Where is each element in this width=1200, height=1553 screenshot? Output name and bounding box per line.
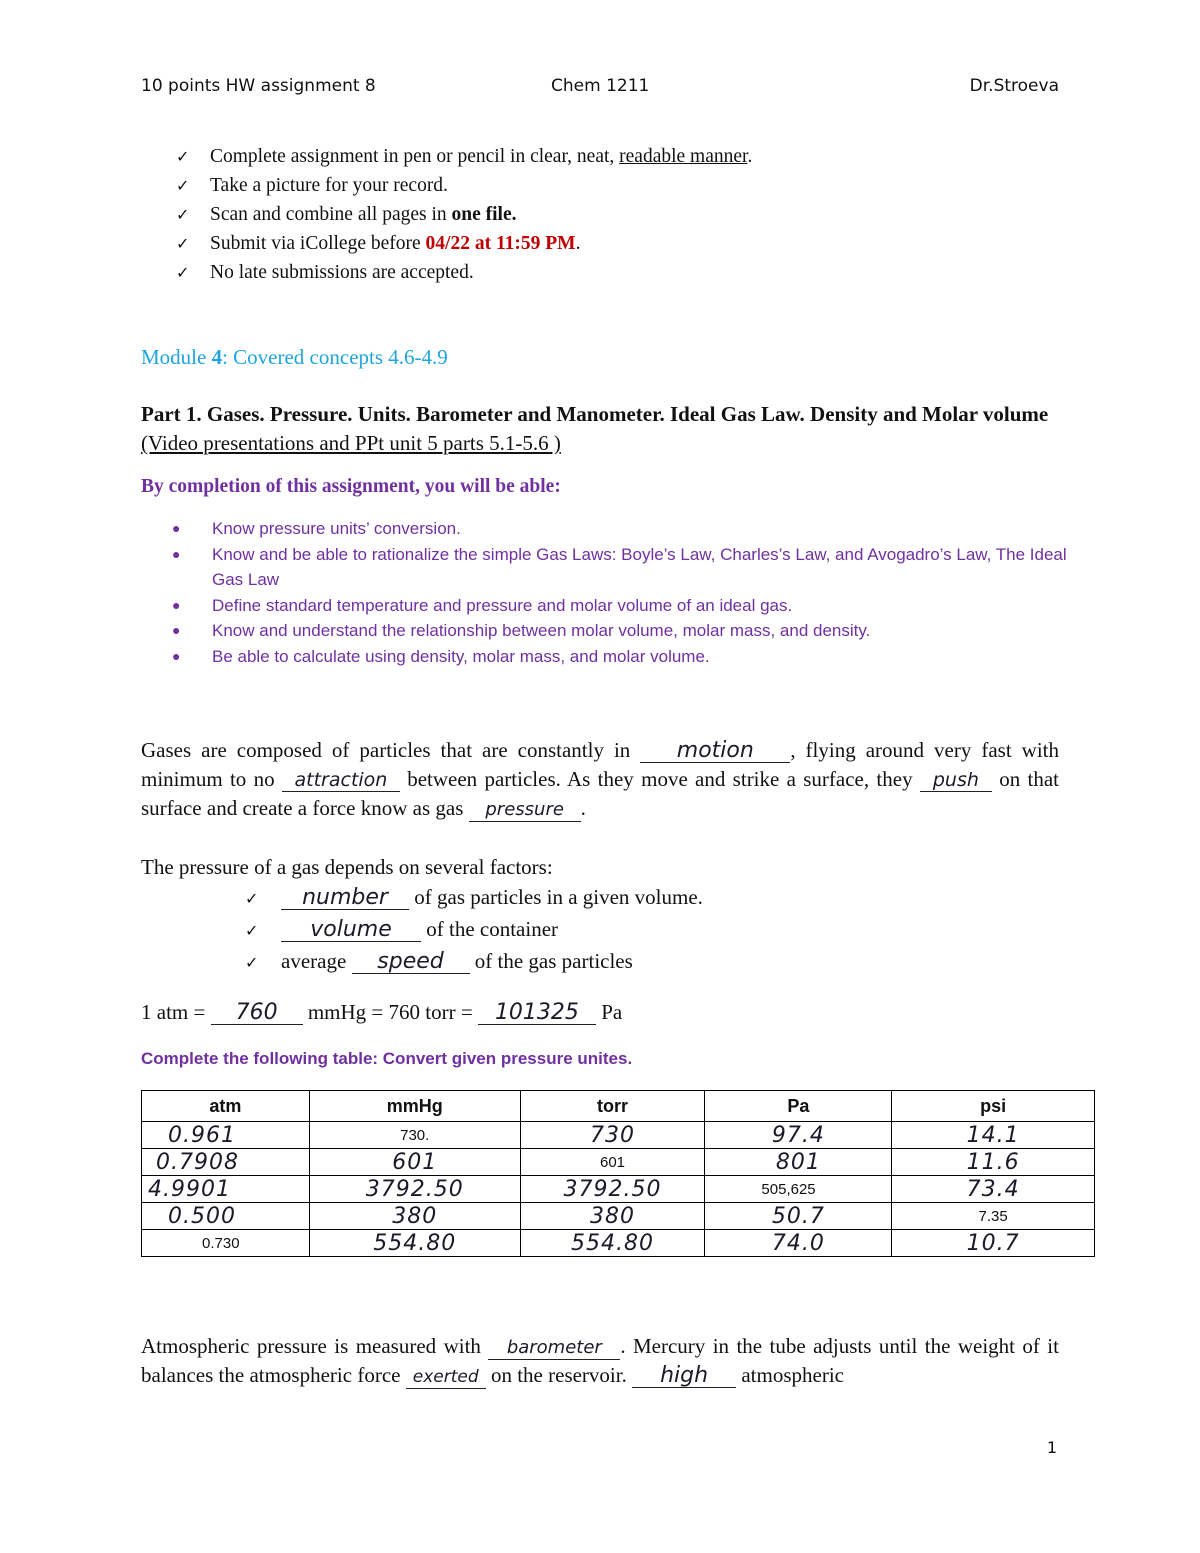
bullet-icon: ● <box>172 647 181 664</box>
column-header: atm <box>142 1091 310 1122</box>
instruction-text: . <box>747 146 753 167</box>
bullet-icon: ● <box>172 545 181 562</box>
instruction-text: No late submissions are accepted. <box>210 262 474 283</box>
objective-text: Know and be able to rationalize the simple Gas Laws: Boyle’s Law, Charles’s Law, and Avogadro’s Law, The Ideal Gas Law <box>212 544 1067 589</box>
table-header-row <box>142 1091 1095 1122</box>
list-item <box>172 593 1092 619</box>
table-row <box>142 1230 1095 1257</box>
table-cell[interactable]: 380 <box>520 1203 705 1230</box>
column-header: Pa <box>705 1091 892 1122</box>
bullet-icon: ● <box>172 596 181 613</box>
conversion-text: mmHg = 760 torr = <box>302 1000 478 1024</box>
bullet-icon: ● <box>172 520 181 536</box>
paragraph-text: on the reservoir. <box>485 1363 633 1387</box>
checkmark-icon: ✓ <box>176 234 190 253</box>
objective-heading: By completion of this assignment, you will be able: <box>141 476 561 497</box>
checkmark-icon: ✓ <box>245 953 259 972</box>
gases-paragraph <box>141 736 1059 823</box>
header-center: Chem 1211 <box>551 76 650 96</box>
list-item <box>172 618 1092 644</box>
answer-blank[interactable]: volume <box>281 919 421 942</box>
factor-text: of the container <box>421 917 559 941</box>
pressure-table <box>141 1090 1095 1257</box>
table-cell[interactable]: 74.0 <box>705 1230 892 1257</box>
list-item <box>245 882 703 914</box>
table-cell[interactable]: 3792.50 <box>309 1176 520 1203</box>
table-cell[interactable]: 554.80 <box>520 1230 705 1257</box>
instruction-text: Submit via iCollege before <box>210 233 426 254</box>
table-cell[interactable]: 4.9901 <box>142 1176 310 1203</box>
paragraph-text: , flying around very fast with minimum to no <box>141 738 1059 791</box>
table-cell[interactable]: 0.7908 <box>142 1149 310 1176</box>
instruction-text: Take a picture for your record. <box>210 175 448 196</box>
paragraph-text: atmospheric <box>736 1363 844 1387</box>
checkmark-icon: ✓ <box>176 263 190 282</box>
paragraph-text: . <box>580 796 586 820</box>
table-title: Complete the following table: Convert given pressure unites. <box>141 1049 633 1068</box>
instruction-bold: one file. <box>451 204 517 225</box>
paragraph-text: on that surface and create a force know as gas <box>141 767 1059 820</box>
list-item <box>172 542 1092 593</box>
table-row <box>142 1176 1095 1203</box>
answer-blank[interactable]: 760 <box>211 1002 303 1025</box>
table-cell[interactable]: 0.961 <box>142 1122 310 1149</box>
answer-blank[interactable]: barometer <box>488 1337 620 1360</box>
objective-text: Be able to calculate using density, molar mass, and molar volume. <box>212 646 710 666</box>
answer-blank[interactable]: attraction <box>282 769 400 792</box>
table-cell[interactable]: 801 <box>705 1149 892 1176</box>
instruction-underlined: readable manner <box>619 146 748 167</box>
part-subtitle: (Video presentations and PPt unit 5 parts 5.1-5.6 ) <box>141 431 561 455</box>
table-row <box>142 1122 1095 1149</box>
part-heading <box>141 400 1061 458</box>
column-header: psi <box>892 1091 1095 1122</box>
instruction-item <box>176 229 1076 258</box>
paragraph-text: between particles. As they move and strike a surface, they <box>399 767 920 791</box>
part-title: Part 1. Gases. Pressure. Units. Barometer and Manometer. Ideal Gas Law. Density and Molar volume <box>141 402 1049 426</box>
conversion-text: 1 atm = <box>141 1000 211 1024</box>
table-cell: 601 <box>520 1149 705 1176</box>
table-cell: 730. <box>309 1122 520 1149</box>
answer-blank[interactable]: push <box>920 769 992 792</box>
table-cell: 7.35 <box>892 1203 1095 1230</box>
list-item <box>245 914 703 946</box>
table-cell[interactable]: 10.7 <box>892 1230 1095 1257</box>
instruction-item <box>176 171 1076 200</box>
answer-blank[interactable]: speed <box>352 951 470 974</box>
conversion-text: Pa <box>595 1000 623 1024</box>
table-cell[interactable]: 50.7 <box>705 1203 892 1230</box>
page-number: 1 <box>1046 1438 1057 1457</box>
atmospheric-paragraph <box>141 1332 1059 1390</box>
factor-text: of the gas particles <box>469 949 633 973</box>
due-date: 04/22 at 11:59 PM <box>425 233 576 254</box>
checkmark-icon: ✓ <box>245 889 259 908</box>
factor-text: average <box>281 949 352 973</box>
conversion-line <box>141 1000 622 1025</box>
objective-list <box>172 516 1092 669</box>
bullet-icon: ● <box>172 622 181 638</box>
table-cell[interactable]: 380 <box>309 1203 520 1230</box>
table-cell[interactable]: 97.4 <box>705 1122 892 1149</box>
table-cell[interactable]: 3792.50 <box>520 1176 705 1203</box>
checkmark-icon: ✓ <box>176 176 190 195</box>
table-cell[interactable]: 14.1 <box>892 1122 1095 1149</box>
module-heading <box>141 345 448 370</box>
header-right: Dr.Stroeva <box>969 76 1059 96</box>
checkmark-icon: ✓ <box>176 147 190 166</box>
header-left: 10 points HW assignment 8 <box>141 76 376 96</box>
checkmark-icon: ✓ <box>245 921 259 940</box>
factors-intro: The pressure of a gas depends on several factors: <box>141 855 553 879</box>
answer-blank[interactable]: number <box>281 887 409 910</box>
table-cell[interactable]: 730 <box>520 1122 705 1149</box>
answer-blank[interactable]: high <box>632 1365 736 1388</box>
table-row <box>142 1203 1095 1230</box>
instruction-item <box>176 258 1076 287</box>
answer-blank[interactable]: exerted <box>406 1366 486 1389</box>
instructions-list <box>176 142 1076 287</box>
table-cell: 0.730 <box>142 1230 310 1257</box>
list-item <box>245 946 703 978</box>
module-rest: : Covered concepts 4.6-4.9 <box>222 345 448 369</box>
objective-text: Know pressure units’ conversion. <box>212 519 461 538</box>
table-cell[interactable]: 554.80 <box>309 1230 520 1257</box>
table-cell[interactable]: 11.6 <box>892 1149 1095 1176</box>
paragraph-text: . Mercury in the tube adjusts until the weight of it balances the atmospheric force <box>141 1334 1059 1387</box>
module-number: 4 <box>211 345 223 369</box>
objective-text: Know and understand the relationship between molar volume, molar mass, and density. <box>212 621 871 640</box>
answer-blank[interactable]: 101325 <box>478 1002 596 1025</box>
table-cell: 505,625 <box>705 1176 892 1203</box>
objective-text: Define standard temperature and pressure and molar volume of an ideal gas. <box>212 595 793 615</box>
answer-blank[interactable]: pressure <box>469 799 581 822</box>
instruction-text: Complete assignment in pen or pencil in clear, neat, <box>210 146 620 167</box>
paragraph-text: Atmospheric pressure is measured with <box>141 1334 489 1358</box>
answer-blank[interactable]: motion <box>640 740 790 763</box>
column-header: torr <box>520 1091 705 1122</box>
table-cell[interactable]: 73.4 <box>892 1176 1095 1203</box>
instruction-text: Scan and combine all pages in <box>210 204 452 225</box>
table-cell[interactable]: 601 <box>309 1149 520 1176</box>
table-row <box>142 1149 1095 1176</box>
module-prefix: Module <box>141 345 212 369</box>
factors-list <box>245 882 703 978</box>
instruction-item <box>176 200 1076 229</box>
paragraph-text: Gases are composed of particles that are constantly in <box>141 738 641 762</box>
list-item <box>172 644 1092 670</box>
instruction-item <box>176 142 1076 171</box>
instruction-text: . <box>575 233 581 254</box>
factor-text: of gas particles in a given volume. <box>409 885 703 909</box>
table-cell[interactable]: 0.500 <box>142 1203 310 1230</box>
checkmark-icon: ✓ <box>176 205 190 224</box>
list-item <box>172 516 1092 542</box>
column-header: mmHg <box>309 1091 520 1122</box>
